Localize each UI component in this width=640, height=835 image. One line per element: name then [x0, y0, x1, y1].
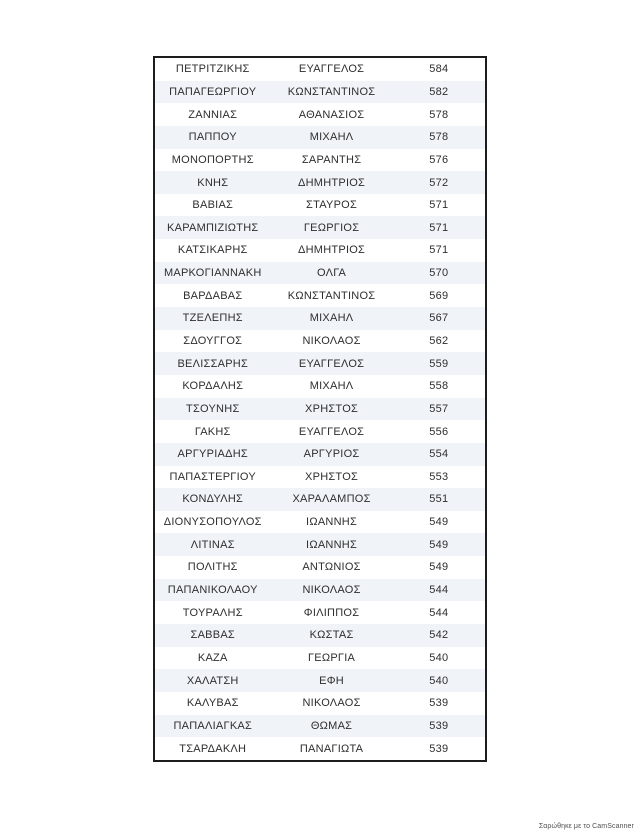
firstname-cell: ΑΘΑΝΑΣΙΟΣ: [298, 108, 365, 121]
surname-cell: ΚΑΡΑΜΠΙΖΙΩΤΗΣ: [167, 221, 259, 234]
firstname-cell: ΧΑΡΑΛΑΜΠΟΣ: [292, 493, 371, 506]
table-row: [155, 511, 485, 534]
score-cell: 558: [429, 380, 449, 393]
table-row: [155, 579, 485, 602]
firstname-cell: ΜΙΧΑΗΛ: [309, 312, 354, 325]
firstname-cell: ΧΡΗΣΤΟΣ: [305, 402, 359, 415]
table-row: [155, 126, 485, 149]
score-cell: 551: [429, 493, 449, 506]
score-cell: 572: [429, 176, 449, 189]
score-cell: 584: [429, 63, 449, 76]
surname-cell: ΠΕΤΡΙΤΖΙΚΗΣ: [175, 63, 250, 76]
table-row: [155, 556, 485, 579]
firstname-cell: ΜΙΧΑΗΛ: [309, 380, 354, 393]
table-row: [155, 194, 485, 217]
table-row: [155, 330, 485, 353]
score-cell: 557: [429, 402, 449, 415]
surname-cell: ΤΣΟΥΝΗΣ: [186, 402, 240, 415]
firstname-cell: ΕΥΑΓΓΕΛΟΣ: [298, 357, 365, 370]
firstname-cell: ΕΦΗ: [319, 674, 344, 687]
firstname-cell: ΓΕΩΡΓΙΑ: [307, 651, 356, 664]
surname-cell: ΣΑΒΒΑΣ: [190, 629, 235, 642]
table-row: [155, 601, 485, 624]
surname-cell: ΖΑΝΝΙΑΣ: [188, 108, 238, 121]
table-row: [155, 647, 485, 670]
surname-cell: ΔΙΟΝΥΣΟΠΟΥΛΟΣ: [163, 516, 262, 529]
table-row: [155, 81, 485, 104]
table-row: [155, 171, 485, 194]
score-cell: 562: [429, 335, 449, 347]
table-row: [155, 624, 485, 647]
firstname-cell: ΠΑΝΑΓΙΩΤΑ: [299, 742, 364, 755]
table-row: [155, 149, 485, 172]
score-cell: 553: [429, 470, 449, 483]
table-row: [155, 669, 485, 692]
firstname-cell: ΚΩΝΣΤΑΝΤΙΝΟΣ: [287, 85, 376, 98]
surname-cell: ΠΟΛΙΤΗΣ: [187, 561, 238, 574]
firstname-cell: ΙΩΑΝΝΗΣ: [306, 538, 358, 551]
score-cell: 540: [429, 674, 449, 687]
surname-cell: ΓΑΚΗΣ: [194, 425, 231, 438]
table-row: [155, 488, 485, 511]
firstname-cell: ΙΩΑΝΝΗΣ: [306, 516, 358, 529]
firstname-cell: ΚΩΝΣΤΑΝΤΙΝΟΣ: [287, 289, 376, 302]
firstname-cell: ΣΤΑΥΡΟΣ: [306, 199, 358, 212]
surname-cell: ΒΕΛΙΣΣΑΡΗΣ: [177, 357, 249, 370]
firstname-cell: ΔΗΜΗΤΡΙΟΣ: [297, 244, 366, 257]
surname-cell: ΧΑΛΑΤΣΗ: [186, 674, 239, 687]
score-cell: 559: [429, 357, 449, 370]
table-row: [155, 284, 485, 307]
firstname-cell: ΝΙΚΟΛΑΟΣ: [302, 335, 361, 347]
surname-cell: ΠΑΠΑΓΕΩΡΓΙΟΥ: [169, 85, 257, 98]
table-row: [155, 533, 485, 556]
surname-cell: ΚΑΤΣΙΚΑΡΗΣ: [177, 244, 248, 257]
results-table: [153, 56, 487, 762]
firstname-cell: ΓΕΩΡΓΙΟΣ: [303, 221, 360, 234]
score-cell: 549: [429, 538, 449, 551]
score-cell: 570: [429, 267, 449, 280]
score-cell: 542: [429, 629, 449, 642]
surname-cell: ΤΣΑΡΔΑΚΛΗ: [179, 742, 247, 755]
score-cell: 539: [429, 742, 449, 755]
surname-cell: ΜΟΝΟΠΟΡΤΗΣ: [171, 153, 254, 166]
table-row: [155, 58, 485, 81]
table-row: [155, 262, 485, 285]
score-cell: 582: [429, 85, 449, 98]
score-cell: 544: [429, 584, 449, 597]
surname-cell: ΠΑΠΑΝΙΚΟΛΑΟΥ: [167, 584, 258, 597]
firstname-cell: ΦΙΛΙΠΠΟΣ: [303, 606, 360, 619]
score-cell: 540: [429, 651, 449, 664]
firstname-cell: ΧΡΗΣΤΟΣ: [305, 470, 359, 483]
table-row: [155, 692, 485, 715]
table-row: [155, 466, 485, 489]
score-cell: 539: [429, 697, 449, 710]
table-row: [155, 352, 485, 375]
score-cell: 571: [429, 244, 449, 257]
table-row: [155, 715, 485, 738]
score-cell: 571: [429, 199, 449, 212]
surname-cell: ΚΑΖΑ: [197, 651, 228, 664]
score-cell: 578: [429, 131, 449, 144]
firstname-cell: ΣΑΡΑΝΤΗΣ: [301, 153, 362, 166]
surname-cell: ΠΑΠΠΟΥ: [188, 131, 237, 144]
score-cell: 549: [429, 561, 449, 574]
score-cell: 571: [429, 221, 449, 234]
surname-cell: ΚΑΛΥΒΑΣ: [186, 697, 239, 710]
score-cell: 539: [429, 719, 449, 732]
firstname-cell: ΕΥΑΓΓΕΛΟΣ: [298, 63, 365, 76]
table-row: [155, 216, 485, 239]
surname-cell: ΤΖΕΛΕΠΗΣ: [182, 312, 243, 325]
firstname-cell: ΘΩΜΑΣ: [310, 719, 353, 732]
score-cell: 556: [429, 425, 449, 438]
firstname-cell: ΝΙΚΟΛΑΟΣ: [302, 697, 361, 710]
score-cell: 569: [429, 289, 449, 302]
camscanner-watermark: Σαρώθηκε με το CamScanner: [538, 823, 634, 830]
surname-cell: ΛΙΤΙΝΑΣ: [190, 538, 235, 551]
firstname-cell: ΝΙΚΟΛΑΟΣ: [302, 584, 361, 597]
table-row: [155, 443, 485, 466]
surname-cell: ΒΑΡΔΑΒΑΣ: [183, 289, 243, 302]
firstname-cell: ΑΝΤΩΝΙΟΣ: [302, 561, 361, 574]
surname-cell: ΚΝΗΣ: [197, 176, 229, 189]
table-row: [155, 375, 485, 398]
firstname-cell: ΜΙΧΑΗΛ: [309, 131, 354, 144]
surname-cell: ΠΑΠΑΛΙΑΓΚΑΣ: [173, 719, 253, 732]
surname-cell: ΚΟΡΔΑΛΗΣ: [182, 380, 244, 393]
surname-cell: ΜΑΡΚΟΓΙΑΝΝΑΚΗ: [163, 267, 262, 280]
surname-cell: ΒΑΒΙΑΣ: [192, 199, 234, 212]
firstname-cell: ΟΛΓΑ: [317, 267, 347, 280]
table-row: [155, 307, 485, 330]
surname-cell: ΑΡΓΥΡΙΑΔΗΣ: [177, 448, 248, 461]
surname-cell: ΣΔΟΥΓΓΟΣ: [183, 335, 243, 347]
score-cell: 554: [429, 448, 449, 461]
table-row: [155, 420, 485, 443]
surname-cell: ΠΑΠΑΣΤΕΡΓΙΟΥ: [169, 470, 256, 483]
table-row: [155, 239, 485, 262]
surname-cell: ΚΟΝΔΥΛΗΣ: [182, 493, 244, 506]
table-row: [155, 103, 485, 126]
score-cell: 576: [429, 153, 449, 166]
score-cell: 567: [429, 312, 449, 325]
firstname-cell: ΔΗΜΗΤΡΙΟΣ: [297, 176, 366, 189]
score-cell: 544: [429, 606, 449, 619]
score-cell: 549: [429, 516, 449, 529]
firstname-cell: ΕΥΑΓΓΕΛΟΣ: [298, 425, 365, 438]
firstname-cell: ΚΩΣΤΑΣ: [309, 629, 354, 642]
table-row: [155, 737, 485, 760]
firstname-cell: ΑΡΓΥΡΙΟΣ: [303, 448, 360, 461]
surname-cell: ΤΟΥΡΑΛΗΣ: [182, 606, 243, 619]
score-cell: 578: [429, 108, 449, 121]
table-row: [155, 398, 485, 421]
